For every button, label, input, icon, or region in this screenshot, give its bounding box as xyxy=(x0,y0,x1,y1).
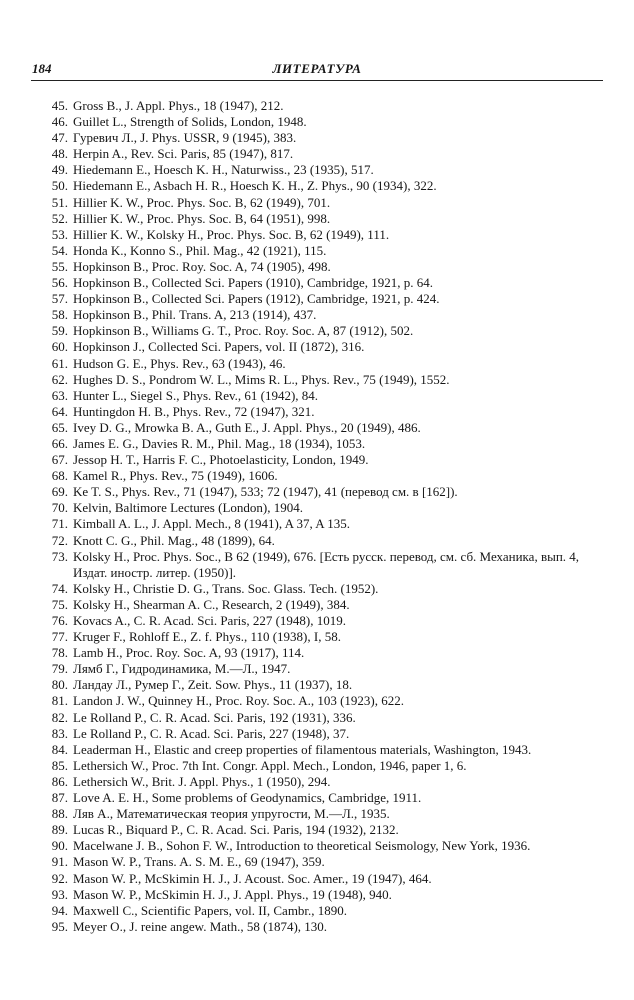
reference-text: Hillier K. W., Kolsky H., Proc. Phys. Soc. B, 62 (1949), 111. xyxy=(73,226,390,242)
reference-number: 58. xyxy=(51,307,68,323)
reference-number: 60. xyxy=(51,339,68,355)
reference-item xyxy=(42,420,592,436)
reference-number: 94. xyxy=(51,902,68,918)
running-title: ЛИТЕРАТУРА xyxy=(272,61,362,76)
reference-number: 67. xyxy=(51,452,68,468)
reference-number: 64. xyxy=(51,403,68,419)
reference-number: 95. xyxy=(51,918,68,934)
reference-text: Hopkinson B., Phil. Trans. A, 213 (1914), 437. xyxy=(73,307,317,323)
reference-item xyxy=(42,259,592,275)
reference-text: Kelvin, Baltimore Lectures (London), 1904. xyxy=(73,500,303,516)
reference-item xyxy=(42,243,592,259)
reference-item xyxy=(42,645,592,661)
reference-text: James E. G., Davies R. M., Phil. Mag., 18 (1934), 1053. xyxy=(73,435,366,451)
reference-text: Kolsky H., Proc. Phys. Soc., B 62 (1949), 676. [Есть русск. перевод, см. сб. Механика, вып. 4, Издат. иностр. литер. (1950)]. xyxy=(73,548,580,580)
reference-item xyxy=(42,597,592,613)
reference-text: Ландау Л., Румер Г., Zeit. Sow. Phys., 11 (1937), 18. xyxy=(73,677,353,693)
reference-number: 83. xyxy=(51,725,68,741)
reference-item xyxy=(42,98,592,114)
reference-text: Kruger F., Rohloff E., Z. f. Phys., 110 (1938), I, 58. xyxy=(73,629,341,645)
reference-item xyxy=(42,661,592,677)
reference-number: 68. xyxy=(51,468,68,484)
reference-item xyxy=(42,356,592,372)
reference-number: 53. xyxy=(51,226,68,242)
reference-item xyxy=(42,484,592,500)
reference-text: Le Rolland P., C. R. Acad. Sci. Paris, 227 (1948), 37. xyxy=(73,725,350,741)
reference-text: Kolsky H., Christie D. G., Trans. Soc. Glass. Tech. (1952). xyxy=(73,580,379,596)
reference-text: Hudson G. E., Phys. Rev., 63 (1943), 46. xyxy=(73,355,286,371)
reference-text: Lethersich W., Brit. J. Appl. Phys., 1 (1950), 294. xyxy=(73,773,331,789)
reference-number: 49. xyxy=(51,162,68,178)
reference-number: 72. xyxy=(51,532,68,548)
reference-text: Hiedemann E., Asbach H. R., Hoesch K. H., Z. Phys., 90 (1934), 322. xyxy=(73,178,437,194)
reference-number: 73. xyxy=(51,548,68,564)
reference-item xyxy=(42,162,592,178)
reference-item xyxy=(42,871,592,887)
reference-text: Macelwane J. B., Sohon F. W., Introduction to theoretical Seismology, New York, 1936. xyxy=(73,838,531,854)
reference-item xyxy=(42,629,592,645)
reference-item xyxy=(42,742,592,758)
reference-text: Hiedemann E., Hoesch K. H., Naturwiss., 23 (1935), 517. xyxy=(73,162,374,178)
reference-number: 54. xyxy=(51,242,68,258)
reference-text: Mason W. P., Trans. A. S. M. E., 69 (1947), 359. xyxy=(73,854,325,870)
reference-number: 85. xyxy=(51,757,68,773)
reference-number: 47. xyxy=(51,130,68,146)
reference-number: 93. xyxy=(51,886,68,902)
page-header xyxy=(31,58,603,80)
reference-number: 65. xyxy=(51,419,68,435)
reference-number: 91. xyxy=(51,854,68,870)
reference-text: Jessop H. T., Harris F. C., Photoelasticity, London, 1949. xyxy=(73,452,369,468)
reference-item xyxy=(42,903,592,919)
reference-text: Gross B., J. Appl. Phys., 18 (1947), 212. xyxy=(73,98,284,113)
reference-item xyxy=(42,114,592,130)
reference-item xyxy=(42,516,592,532)
reference-text: Knott C. G., Phil. Mag., 48 (1899), 64. xyxy=(73,532,275,548)
reference-text: Ляв А., Математическая теория упругости, М.—Л., 1935. xyxy=(73,806,390,822)
reference-number: 66. xyxy=(51,435,68,451)
reference-text: Kamel R., Phys. Rev., 75 (1949), 1606. xyxy=(73,468,278,484)
reference-text: Guillet L., Strength of Solids, London, 1948. xyxy=(73,114,307,130)
reference-number: 81. xyxy=(51,693,68,709)
page-number: 184 xyxy=(32,61,52,76)
reference-text: Hillier K. W., Proc. Phys. Soc. B, 64 (1951), 998. xyxy=(73,210,331,226)
reference-number: 89. xyxy=(51,822,68,838)
reference-text: Hopkinson J., Collected Sci. Papers, vol. II (1872), 316. xyxy=(73,339,365,355)
reference-number: 50. xyxy=(51,178,68,194)
reference-item xyxy=(42,146,592,162)
reference-item xyxy=(42,388,592,404)
reference-text: Leaderman H., Elastic and creep properties of filamentous materials, Washington, 1943. xyxy=(73,741,532,757)
reference-item xyxy=(42,806,592,822)
reference-text: Kimball A. L., J. Appl. Mech., 8 (1941), A 37, A 135. xyxy=(73,516,350,532)
reference-number: 56. xyxy=(51,275,68,291)
reference-number: 87. xyxy=(51,790,68,806)
reference-item xyxy=(42,726,592,742)
reference-item xyxy=(42,404,592,420)
reference-text: Лямб Г., Гидродинамика, М.—Л., 1947. xyxy=(73,661,291,677)
reference-number: 63. xyxy=(51,387,68,403)
reference-item xyxy=(42,323,592,339)
reference-item xyxy=(42,790,592,806)
reference-text: Landon J. W., Quinney H., Proc. Roy. Soc. A., 103 (1923), 622. xyxy=(73,693,405,709)
reference-number: 88. xyxy=(51,806,68,822)
reference-text: Hopkinson B., Collected Sci. Papers (1910), Cambridge, 1921, p. 64. xyxy=(73,275,433,291)
reference-number: 69. xyxy=(51,484,68,500)
reference-text: Mason W. P., McSkimin H. J., J. Appl. Phys., 19 (1948), 940. xyxy=(73,886,392,902)
reference-item xyxy=(42,613,592,629)
reference-item xyxy=(42,677,592,693)
reference-item xyxy=(42,774,592,790)
reference-item xyxy=(42,919,592,935)
reference-item xyxy=(42,822,592,838)
reference-item xyxy=(42,436,592,452)
reference-text: Hughes D. S., Pondrom W. L., Mims R. L., Phys. Rev., 75 (1949), 1552. xyxy=(73,371,450,387)
reference-number: 52. xyxy=(51,210,68,226)
reference-item xyxy=(42,887,592,903)
reference-text: Lamb H., Proc. Roy. Soc. A, 93 (1917), 114. xyxy=(73,645,305,661)
reference-text: Kovacs A., C. R. Acad. Sci. Paris, 227 (1948), 1019. xyxy=(73,613,346,628)
reference-text: Honda K., Konno S., Phil. Mag., 42 (1921), 115. xyxy=(73,242,327,258)
reference-item xyxy=(42,693,592,709)
reference-number: 84. xyxy=(51,741,68,757)
reference-item xyxy=(42,195,592,211)
reference-item xyxy=(42,468,592,484)
reference-number: 86. xyxy=(51,773,68,789)
reference-item xyxy=(42,372,592,388)
reference-text: Гуревич Л., J. Phys. USSR, 9 (1945), 383. xyxy=(73,130,297,146)
reference-number: 92. xyxy=(51,870,68,886)
reference-item xyxy=(42,533,592,549)
reference-number: 71. xyxy=(51,516,68,532)
reference-text: Kolsky H., Shearman A. C., Research, 2 (1949), 384. xyxy=(73,596,350,612)
reference-number: 70. xyxy=(51,500,68,516)
reference-item xyxy=(42,500,592,516)
reference-text: Hopkinson B., Collected Sci. Papers (1912), Cambridge, 1921, p. 424. xyxy=(73,291,440,307)
reference-number: 90. xyxy=(51,838,68,854)
reference-text: Lucas R., Biquard P., C. R. Acad. Sci. Paris, 194 (1932), 2132. xyxy=(73,822,399,838)
reference-item xyxy=(42,854,592,870)
reference-text: Hopkinson B., Williams G. T., Proc. Roy. Soc. A, 87 (1912), 502. xyxy=(73,323,414,339)
reference-item xyxy=(42,452,592,468)
reference-list xyxy=(42,98,592,935)
reference-item xyxy=(42,130,592,146)
reference-text: Meyer O., J. reine angew. Math., 58 (1874), 130. xyxy=(73,918,328,934)
reference-number: 62. xyxy=(51,371,68,387)
header-rule xyxy=(31,80,603,81)
reference-text: Le Rolland P., C. R. Acad. Sci. Paris, 192 (1931), 336. xyxy=(73,709,356,725)
reference-text: Ke T. S., Phys. Rev., 71 (1947), 533; 72 (1947), 41 (перевод см. в [162]). xyxy=(73,484,458,500)
reference-item xyxy=(42,758,592,774)
reference-text: Huntingdon H. B., Phys. Rev., 72 (1947), 321. xyxy=(73,403,315,419)
reference-number: 78. xyxy=(51,645,68,661)
reference-item xyxy=(42,549,592,581)
reference-text: Mason W. P., McSkimin H. J., J. Acoust. Soc. Amer., 19 (1947), 464. xyxy=(73,870,432,886)
reference-item xyxy=(42,275,592,291)
reference-number: 45. xyxy=(51,98,68,113)
reference-number: 48. xyxy=(51,146,68,162)
reference-text: Love A. E. H., Some problems of Geodynamics, Cambridge, 1911. xyxy=(73,790,422,806)
reference-number: 75. xyxy=(51,596,68,612)
reference-number: 80. xyxy=(51,677,68,693)
reference-text: Herpin A., Rev. Sci. Paris, 85 (1947), 817. xyxy=(73,146,294,162)
reference-item xyxy=(42,211,592,227)
reference-item xyxy=(42,581,592,597)
reference-number: 55. xyxy=(51,258,68,274)
reference-text: Hopkinson B., Proc. Roy. Soc. A, 74 (1905), 498. xyxy=(73,258,331,274)
reference-item xyxy=(42,838,592,854)
reference-number: 61. xyxy=(51,355,68,371)
reference-number: 74. xyxy=(51,580,68,596)
reference-item xyxy=(42,227,592,243)
reference-number: 59. xyxy=(51,323,68,339)
reference-number: 46. xyxy=(51,114,68,130)
reference-number: 76. xyxy=(51,613,68,628)
reference-text: Hunter L., Siegel S., Phys. Rev., 61 (1942), 84. xyxy=(73,387,319,403)
reference-number: 51. xyxy=(51,194,68,210)
reference-number: 57. xyxy=(51,291,68,307)
reference-number: 82. xyxy=(51,709,68,725)
reference-item xyxy=(42,178,592,194)
reference-text: Hillier K. W., Proc. Phys. Soc. B, 62 (1949), 701. xyxy=(73,194,331,210)
reference-number: 77. xyxy=(51,629,68,645)
reference-text: Ivey D. G., Mrowka B. A., Guth E., J. Appl. Phys., 20 (1949), 486. xyxy=(73,419,421,435)
reference-item xyxy=(42,710,592,726)
reference-text: Lethersich W., Proc. 7th Int. Congr. Appl. Mech., London, 1946, paper 1, 6. xyxy=(73,757,467,773)
reference-item xyxy=(42,339,592,355)
reference-number: 79. xyxy=(51,661,68,677)
reference-text: Maxwell C., Scientific Papers, vol. II, Cambr., 1890. xyxy=(73,902,348,918)
reference-item xyxy=(42,291,592,307)
reference-item xyxy=(42,307,592,323)
